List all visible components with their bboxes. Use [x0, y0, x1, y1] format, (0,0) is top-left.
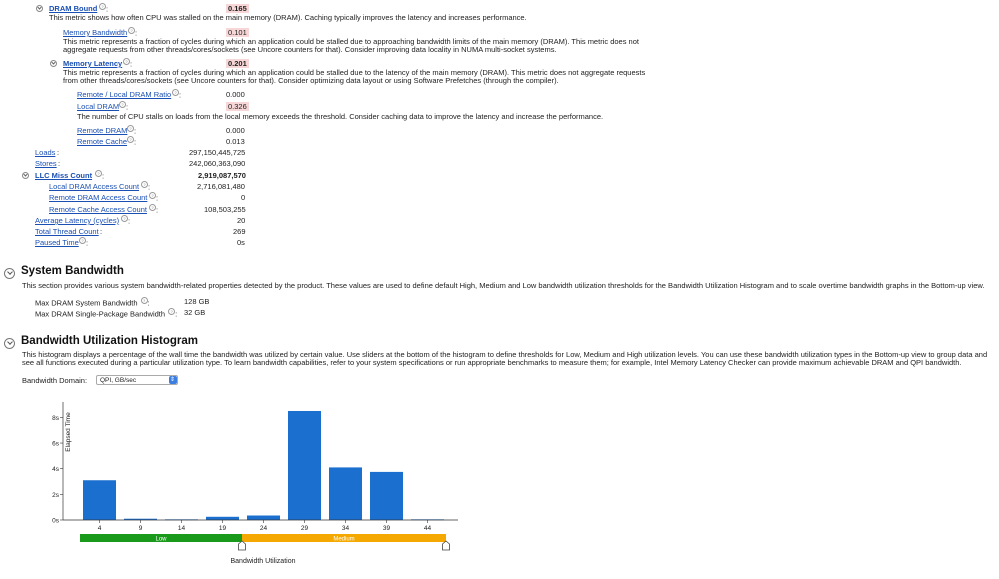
x-axis-label: Bandwidth Utilization — [230, 558, 296, 565]
medium-threshold-slider[interactable] — [443, 541, 450, 550]
stores-value: 242,060,363,090 — [189, 159, 246, 168]
remote-cache-access-link[interactable]: Remote Cache Access Count — [49, 205, 147, 214]
max-pkg-value: 32 GB — [184, 308, 206, 317]
colon: : — [58, 159, 61, 168]
local-dram-access-value: 2,716,081,480 — [197, 182, 245, 191]
paused-time-value: 0s — [237, 238, 245, 247]
system-bandwidth-title: System Bandwidth — [21, 265, 124, 277]
help-icon[interactable]: ? : — [126, 136, 136, 147]
y-axis-label: Elapsed Time — [65, 412, 72, 452]
x-tick-label: 9 — [138, 525, 143, 532]
histogram-bar[interactable] — [329, 467, 362, 520]
max-sys-text: Max DRAM System Bandwidth — [35, 298, 138, 308]
memory-bandwidth-value: 0.101 — [228, 28, 247, 37]
remote-dram-access-link[interactable]: Remote DRAM Access Count — [49, 193, 148, 202]
medium-zone-label: Medium — [333, 536, 355, 543]
x-tick-label: 19 — [218, 525, 227, 532]
low-zone-label: Low — [155, 536, 167, 543]
help-icon[interactable]: ? : — [140, 181, 150, 192]
memory-bandwidth-link[interactable]: Memory Bandwidth — [63, 28, 128, 37]
thread-count-value: 269 — [233, 227, 246, 236]
help-icon[interactable]: ? — [141, 297, 148, 304]
local-dram-value: 0.326 — [228, 102, 247, 111]
dram-bound-desc: This metric shows how often CPU was stalled on the main memory (DRAM). Caching typically improves the latency and increases performance. — [49, 13, 527, 22]
help-icon[interactable]: ? — [168, 308, 175, 315]
max-pkg-text: Max DRAM Single-Package Bandwidth — [35, 309, 166, 319]
remote-cache-value: 0.013 — [226, 137, 245, 146]
max-pkg-label: Max DRAM Single-Package Bandwidth ? : — [35, 309, 178, 319]
x-tick-label: 14 — [177, 525, 186, 532]
y-tick-label: 4s — [52, 466, 59, 474]
help-icon[interactable]: ? : — [94, 170, 104, 181]
llc-miss-count-value: 2,919,087,570 — [198, 171, 246, 180]
help-icon[interactable]: ? : — [120, 215, 130, 226]
x-tick-label: 39 — [382, 525, 391, 532]
max-sys-value: 128 GB — [184, 297, 210, 306]
avg-latency-link[interactable]: Average Latency (cycles) — [35, 216, 120, 225]
local-dram-link[interactable]: Local DRAM — [77, 102, 120, 111]
stores-link[interactable]: Stores — [35, 159, 57, 168]
colon: : — [57, 148, 60, 157]
system-bandwidth-desc: This section provides various system bandwidth-related properties detected by the product. These values are used to define default High, Medium and Low bandwidth utilization thresholds for the Bandwidth Utilization Histogram and to scale overtime bandwidth graphs in the Bottom-up view. — [22, 281, 985, 290]
low-threshold-slider[interactable] — [239, 541, 246, 550]
x-tick-label: 24 — [259, 525, 268, 532]
memory-bandwidth-desc: This metric represents a fraction of cycles during which an application could be stalled due to approaching bandwidth limits of the main memory (DRAM). This metric does not aggregate requests from other threads/cores/sockets (see Uncore counters for that). Consider improving data locality in NUMA multi-socket systems. — [63, 37, 639, 54]
x-tick-label: 29 — [300, 525, 309, 532]
histogram-bar[interactable] — [288, 411, 321, 520]
help-icon[interactable]: ? : — [78, 237, 88, 248]
x-tick-label: 44 — [423, 525, 432, 532]
y-tick-label: 2s — [52, 491, 59, 499]
help-icon[interactable]: ? : — [98, 3, 108, 14]
memory-latency-desc: This metric represents a fraction of cycles during which an application could be stalled due to the latency of the main memory (DRAM). This metric does not aggregate requests from other threads/cores/sockets (see Uncore counters for that). Consider optimizing data layout or using Software Prefetches (through the compiler). — [63, 68, 646, 85]
loads-link[interactable]: Loads — [35, 148, 56, 157]
x-tick-label: 4 — [97, 525, 102, 532]
paused-time-link[interactable]: Paused Time — [35, 238, 79, 247]
dram-bound-link[interactable]: DRAM Bound — [49, 4, 98, 13]
y-tick-label: 8s — [52, 414, 59, 422]
help-icon[interactable]: ? : — [118, 101, 128, 112]
max-sys-label: Max DRAM System Bandwidth ? : — [35, 298, 150, 308]
avg-latency-value: 20 — [237, 216, 246, 225]
local-dram-access-link[interactable]: Local DRAM Access Count — [49, 182, 140, 191]
histogram-bar[interactable] — [247, 516, 280, 520]
histogram-desc: This histogram displays a percentage of the wall time the bandwidth was utilized by certain value. Use sliders at the bottom of the histogram to define thresholds for Low, Medium and High utilization levels. You can use these bandwidth utilization types in the Bottom-up view to group data and see all functions executed during a particular utilization type. To learn bandwidth capabilities, refer to your system specifications or run appropriate benchmarks to measure them; for example, Intel Memory Latency Checker can provide maximum achievable DRAM and QPI bandwidth. — [22, 350, 988, 367]
help-icon[interactable]: ? : — [148, 204, 158, 215]
remote-cache-access-value: 108,503,255 — [204, 205, 246, 214]
dram-bound-value: 0.165 — [228, 4, 247, 13]
memory-latency-link[interactable]: Memory Latency — [63, 59, 123, 68]
colon: : — [100, 227, 103, 236]
remote-cache-link[interactable]: Remote Cache — [77, 137, 128, 146]
histogram-title: Bandwidth Utilization Histogram — [21, 335, 198, 347]
bandwidth-domain-value: QPI, GB/sec — [100, 377, 137, 384]
llc-miss-count-link[interactable]: LLC Miss Count — [35, 171, 93, 180]
remote-dram-value: 0.000 — [226, 126, 245, 135]
remote-dram-link[interactable]: Remote DRAM — [77, 126, 128, 135]
local-dram-desc: The number of CPU stalls on loads from the local memory exceeds the threshold. Consider caching data to improve the latency and increase the performance. — [77, 112, 604, 121]
help-icon[interactable]: ? : — [171, 89, 181, 100]
loads-value: 297,150,445,725 — [189, 148, 246, 157]
help-icon[interactable]: ? : — [122, 58, 132, 69]
histogram-bar[interactable] — [370, 472, 403, 520]
help-icon[interactable]: ? : — [148, 192, 158, 203]
x-tick-label: 34 — [341, 525, 350, 532]
bandwidth-domain-label: Bandwidth Domain: — [22, 376, 88, 385]
histogram-bar[interactable] — [83, 480, 116, 520]
remote-local-ratio-value: 0.000 — [226, 90, 245, 99]
thread-count-link[interactable]: Total Thread Count — [35, 227, 99, 236]
memory-latency-value: 0.201 — [228, 59, 247, 68]
y-tick-label: 6s — [52, 440, 59, 448]
histogram-bar[interactable] — [206, 517, 239, 520]
remote-dram-access-value: 0 — [241, 193, 246, 202]
y-tick-label: 0s — [52, 517, 59, 525]
help-icon[interactable]: ? : — [127, 27, 137, 38]
remote-local-ratio-link[interactable]: Remote / Local DRAM Ratio — [77, 90, 172, 99]
help-icon[interactable]: ? : — [126, 125, 136, 136]
